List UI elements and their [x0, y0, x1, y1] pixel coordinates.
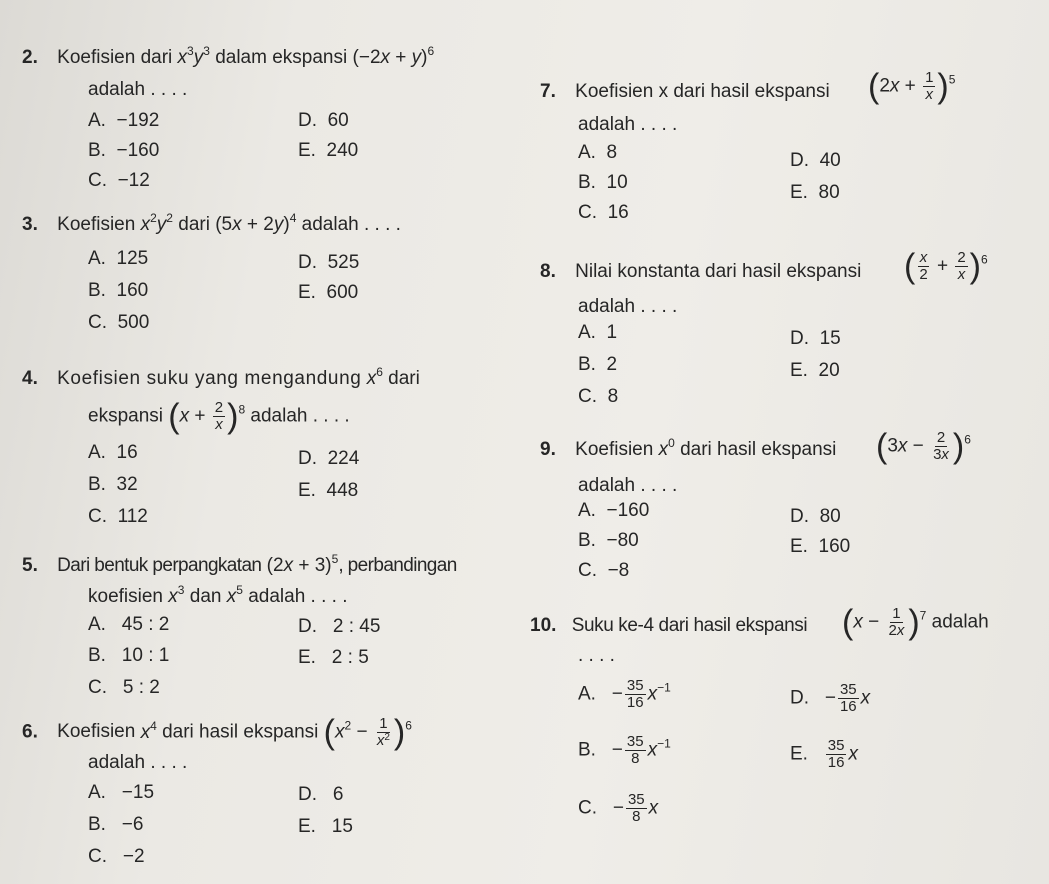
fraction-numerator: 35: [627, 791, 645, 808]
option-value: 15: [331, 816, 353, 837]
option-label: A.: [88, 442, 106, 463]
option-value: −6: [121, 814, 144, 835]
option-c[interactable]: [88, 846, 145, 868]
option-value: −12: [117, 170, 150, 191]
question-number: 9.: [540, 439, 556, 460]
question-7-line2: adalah . . . .: [578, 114, 678, 135]
option-variable: x: [647, 683, 658, 705]
option-b[interactable]: [578, 530, 639, 552]
option-a[interactable]: [88, 110, 159, 132]
fraction-numerator: 35: [626, 733, 644, 750]
option-d[interactable]: [298, 252, 359, 274]
question-number: 2.: [22, 47, 38, 68]
question-number: 3.: [22, 214, 38, 235]
question-text: dari hasil ekspansi: [162, 721, 319, 743]
option-label: D.: [790, 328, 809, 349]
math-term: $x^0$: [658, 436, 675, 461]
question-9-line2: adalah . . . .: [578, 475, 678, 496]
option-label: D.: [298, 110, 317, 131]
option-value: 40: [819, 150, 841, 171]
question-number: 6.: [22, 721, 38, 743]
fraction-denominator: 16: [626, 693, 644, 711]
option-label: B.: [88, 140, 106, 161]
option-a[interactable]: [578, 142, 617, 164]
option-value: 1: [606, 322, 618, 343]
question-text: dalam ekspansi: [215, 47, 348, 68]
option-label: B.: [578, 354, 596, 375]
math-expression: $(5x + 2y)^4$: [215, 211, 297, 236]
option-e[interactable]: [298, 282, 358, 304]
option-d[interactable]: [790, 682, 870, 715]
option-b[interactable]: [88, 474, 138, 496]
option-label: C.: [578, 560, 597, 581]
math-term: $x^5$: [226, 583, 243, 608]
option-label: D.: [298, 252, 317, 273]
option-label: E.: [790, 743, 808, 765]
option-value: −8: [607, 560, 630, 581]
option-b[interactable]: [88, 814, 143, 836]
option-d[interactable]: [298, 110, 349, 132]
question-text: dan: [189, 586, 222, 607]
option-label: B.: [88, 645, 106, 666]
question-text: , perbandingan: [338, 555, 457, 576]
question-text: dari hasil ekspansi: [680, 439, 837, 460]
option-d[interactable]: [790, 150, 841, 172]
option-variable: x: [648, 797, 659, 819]
option-value: 160: [818, 536, 851, 557]
option-c[interactable]: [88, 677, 160, 699]
math-expression: (2x + $\frac{1}{x}$ )$^5$: [868, 67, 956, 106]
question-5: [22, 552, 457, 577]
option-label: A.: [578, 142, 596, 163]
option-label: B.: [578, 530, 596, 551]
option-value: 2 : 5: [331, 647, 369, 668]
option-value: 2 : 45: [332, 616, 381, 637]
math-expression: (3x − $\frac{2}{3x}$ )$^6$: [876, 427, 971, 466]
fraction-denominator: 16: [827, 753, 845, 771]
option-c[interactable]: [88, 312, 149, 334]
option-label: A.: [578, 500, 596, 521]
fraction-numerator: 35: [626, 677, 644, 694]
option-label: C.: [88, 312, 107, 333]
math-term: $x^3y^3$: [177, 44, 210, 69]
question-2-line2: adalah . . . .: [88, 79, 188, 100]
option-value: 525: [327, 252, 360, 273]
question-4-line2: [88, 397, 350, 436]
option-value: 15: [819, 328, 841, 349]
option-sign: −: [611, 683, 623, 705]
question-text: dari: [388, 368, 420, 389]
option-a[interactable]: [578, 322, 617, 344]
fraction-numerator: 35: [827, 737, 845, 754]
option-label: C.: [578, 386, 597, 407]
option-label: E.: [298, 140, 316, 161]
option-value: 224: [327, 448, 360, 469]
option-label: C.: [88, 846, 107, 867]
question-number: 4.: [22, 368, 38, 389]
question-text: Koefisien: [57, 721, 136, 743]
question-10: [530, 616, 807, 635]
option-e[interactable]: [790, 738, 858, 771]
option-label: B.: [88, 814, 106, 835]
option-value: 600: [326, 282, 359, 303]
question-4: [22, 365, 420, 390]
option-value: 500: [117, 312, 150, 333]
option-d[interactable]: [790, 506, 841, 528]
math-expression: (x + $\frac{2}{x}$ )$^8$: [168, 397, 246, 436]
option-label: B.: [578, 739, 596, 761]
option-value: 5 : 2: [122, 677, 160, 698]
option-e[interactable]: [298, 140, 358, 162]
math-term: $x^2y^2$: [140, 211, 173, 236]
question-number: 10.: [530, 615, 557, 636]
math-term: $x^6$: [366, 365, 383, 390]
math-expression: ($x^2$ − $\frac{1}{x^2}$ )$^6$: [323, 713, 412, 752]
option-a[interactable]: [88, 782, 154, 804]
option-b[interactable]: [88, 645, 169, 667]
option-value: 160: [116, 280, 149, 301]
option-c[interactable]: [578, 560, 629, 582]
option-b[interactable]: [88, 280, 148, 302]
option-value: −15: [121, 782, 155, 803]
option-c[interactable]: [88, 170, 150, 192]
question-6-line2: adalah . . . .: [88, 752, 188, 773]
math-expression: ( $\frac{x}{2}$ + $\frac{2}{x}$ )$^6$: [904, 247, 988, 286]
option-label: A.: [88, 782, 106, 803]
question-text: adalah . . . .: [301, 214, 401, 235]
option-label: D.: [298, 448, 317, 469]
option-a[interactable]: [88, 442, 138, 464]
option-b[interactable]: [578, 354, 617, 376]
fraction-denominator: 16: [839, 697, 857, 715]
option-a[interactable]: [578, 678, 671, 711]
option-label: D.: [790, 687, 809, 709]
option-d[interactable]: [790, 328, 841, 350]
option-label: E.: [790, 536, 808, 557]
question-text: Nilai konstanta dari hasil ekspansi: [575, 261, 862, 282]
option-label: A.: [578, 683, 596, 705]
option-value: 16: [607, 202, 629, 223]
option-value: 60: [327, 110, 349, 131]
option-label: B.: [88, 474, 106, 495]
option-value: 8: [606, 142, 618, 163]
question-text: adalah . . . .: [248, 586, 348, 607]
question-text: adalah . . . .: [250, 405, 350, 427]
question-2: [22, 44, 435, 69]
option-e[interactable]: [790, 360, 840, 382]
option-label: C.: [578, 797, 597, 819]
option-label: D.: [298, 784, 317, 805]
option-value: 10: [606, 172, 628, 193]
option-value: −2: [122, 846, 145, 867]
option-e[interactable]: [298, 816, 353, 838]
option-label: D.: [298, 616, 317, 637]
option-label: C.: [88, 506, 107, 527]
option-b[interactable]: [578, 172, 628, 194]
option-value: 2: [606, 354, 618, 375]
option-variable: x: [848, 743, 858, 765]
question-text: Dari bentuk perpangkatan: [57, 555, 262, 576]
option-label: C.: [578, 202, 597, 223]
option-variable: x: [647, 739, 658, 761]
question-6: [22, 713, 412, 752]
question-text: adalah: [931, 611, 989, 633]
option-d[interactable]: [298, 616, 380, 638]
question-text: Koefisien dari: [57, 47, 173, 68]
option-label: A.: [88, 614, 106, 635]
question-text: ekspansi: [88, 405, 163, 427]
option-sign: −: [612, 797, 624, 819]
math-expression: $(2x + 3)^5$: [266, 552, 339, 577]
question-3: [22, 211, 401, 236]
option-sign: −: [611, 739, 623, 761]
option-d[interactable]: [298, 784, 343, 806]
option-a[interactable]: [88, 614, 169, 636]
option-value: 6: [332, 784, 344, 805]
option-label: E.: [298, 480, 316, 501]
option-b[interactable]: [88, 140, 159, 162]
question-9: [540, 436, 837, 461]
option-value: 10 : 1: [121, 645, 170, 666]
question-number: 7.: [540, 81, 556, 102]
option-label: E.: [790, 360, 808, 381]
question-text: Koefisien x dari hasil ekspansi: [575, 81, 830, 102]
option-value: 16: [116, 442, 138, 463]
option-e[interactable]: [298, 480, 358, 502]
option-a[interactable]: [88, 248, 148, 270]
option-d[interactable]: [298, 448, 359, 470]
question-7: [540, 82, 830, 101]
option-value: 112: [117, 506, 148, 527]
option-label: D.: [790, 150, 809, 171]
fraction-numerator: 35: [839, 681, 857, 698]
option-c[interactable]: [578, 202, 629, 224]
math-term: $x^4$: [140, 718, 157, 743]
option-value: 20: [818, 360, 840, 381]
option-label: C.: [88, 677, 107, 698]
fraction-denominator: 8: [631, 749, 640, 767]
question-5-line2: [88, 583, 348, 608]
option-value: 45 : 2: [121, 614, 170, 635]
question-8: [540, 262, 861, 281]
question-number: 5.: [22, 555, 38, 576]
option-value: −80: [606, 530, 639, 551]
option-label: B.: [578, 172, 596, 193]
option-value: −160: [606, 500, 650, 521]
option-label: A.: [578, 322, 596, 343]
option-sign: −: [824, 687, 836, 709]
option-label: E.: [790, 182, 808, 203]
question-text: Koefisien suku yang mengandung: [57, 368, 362, 389]
math-expression: (x − $\frac{1}{2x}$ )$^7$ adalah: [842, 603, 989, 642]
option-value: 240: [326, 140, 359, 161]
question-10-line2: . . . .: [578, 645, 615, 666]
question-text: Koefisien: [575, 439, 654, 460]
option-label: E.: [298, 816, 316, 837]
option-label: D.: [790, 506, 809, 527]
option-e[interactable]: [298, 647, 369, 669]
option-value: −160: [116, 140, 160, 161]
question-text: dari: [178, 214, 210, 235]
option-e[interactable]: [790, 536, 850, 558]
option-value: 80: [819, 506, 841, 527]
option-variable: x: [860, 687, 871, 709]
option-c[interactable]: [88, 506, 148, 528]
option-b[interactable]: [578, 734, 671, 767]
option-label: E.: [298, 282, 316, 303]
option-c[interactable]: [578, 792, 658, 825]
option-value: 32: [116, 474, 138, 495]
option-e[interactable]: [790, 182, 840, 204]
math-expression: $(-2x + y)^6$: [352, 44, 435, 69]
option-c[interactable]: [578, 386, 618, 408]
question-text: Koefisien: [57, 214, 136, 235]
question-number: 8.: [540, 261, 556, 282]
option-value: 125: [116, 248, 149, 269]
option-label: E.: [298, 647, 316, 668]
option-exponent: −1: [657, 736, 671, 751]
option-value: 448: [326, 480, 359, 501]
option-label: A.: [88, 110, 106, 131]
option-exponent: −1: [657, 680, 671, 695]
question-text: koefisien: [88, 586, 163, 607]
option-value: 80: [818, 182, 840, 203]
option-label: B.: [88, 280, 106, 301]
option-label: A.: [88, 248, 106, 269]
option-value: −192: [116, 110, 160, 131]
question-8-line2: adalah . . . .: [578, 296, 678, 317]
fraction-denominator: 8: [632, 807, 641, 825]
math-term: $x^3$: [168, 583, 185, 608]
question-text: Suku ke-4 dari hasil ekspansi: [571, 615, 808, 636]
option-value: 8: [607, 386, 619, 407]
option-label: C.: [88, 170, 107, 191]
option-a[interactable]: [578, 500, 649, 522]
